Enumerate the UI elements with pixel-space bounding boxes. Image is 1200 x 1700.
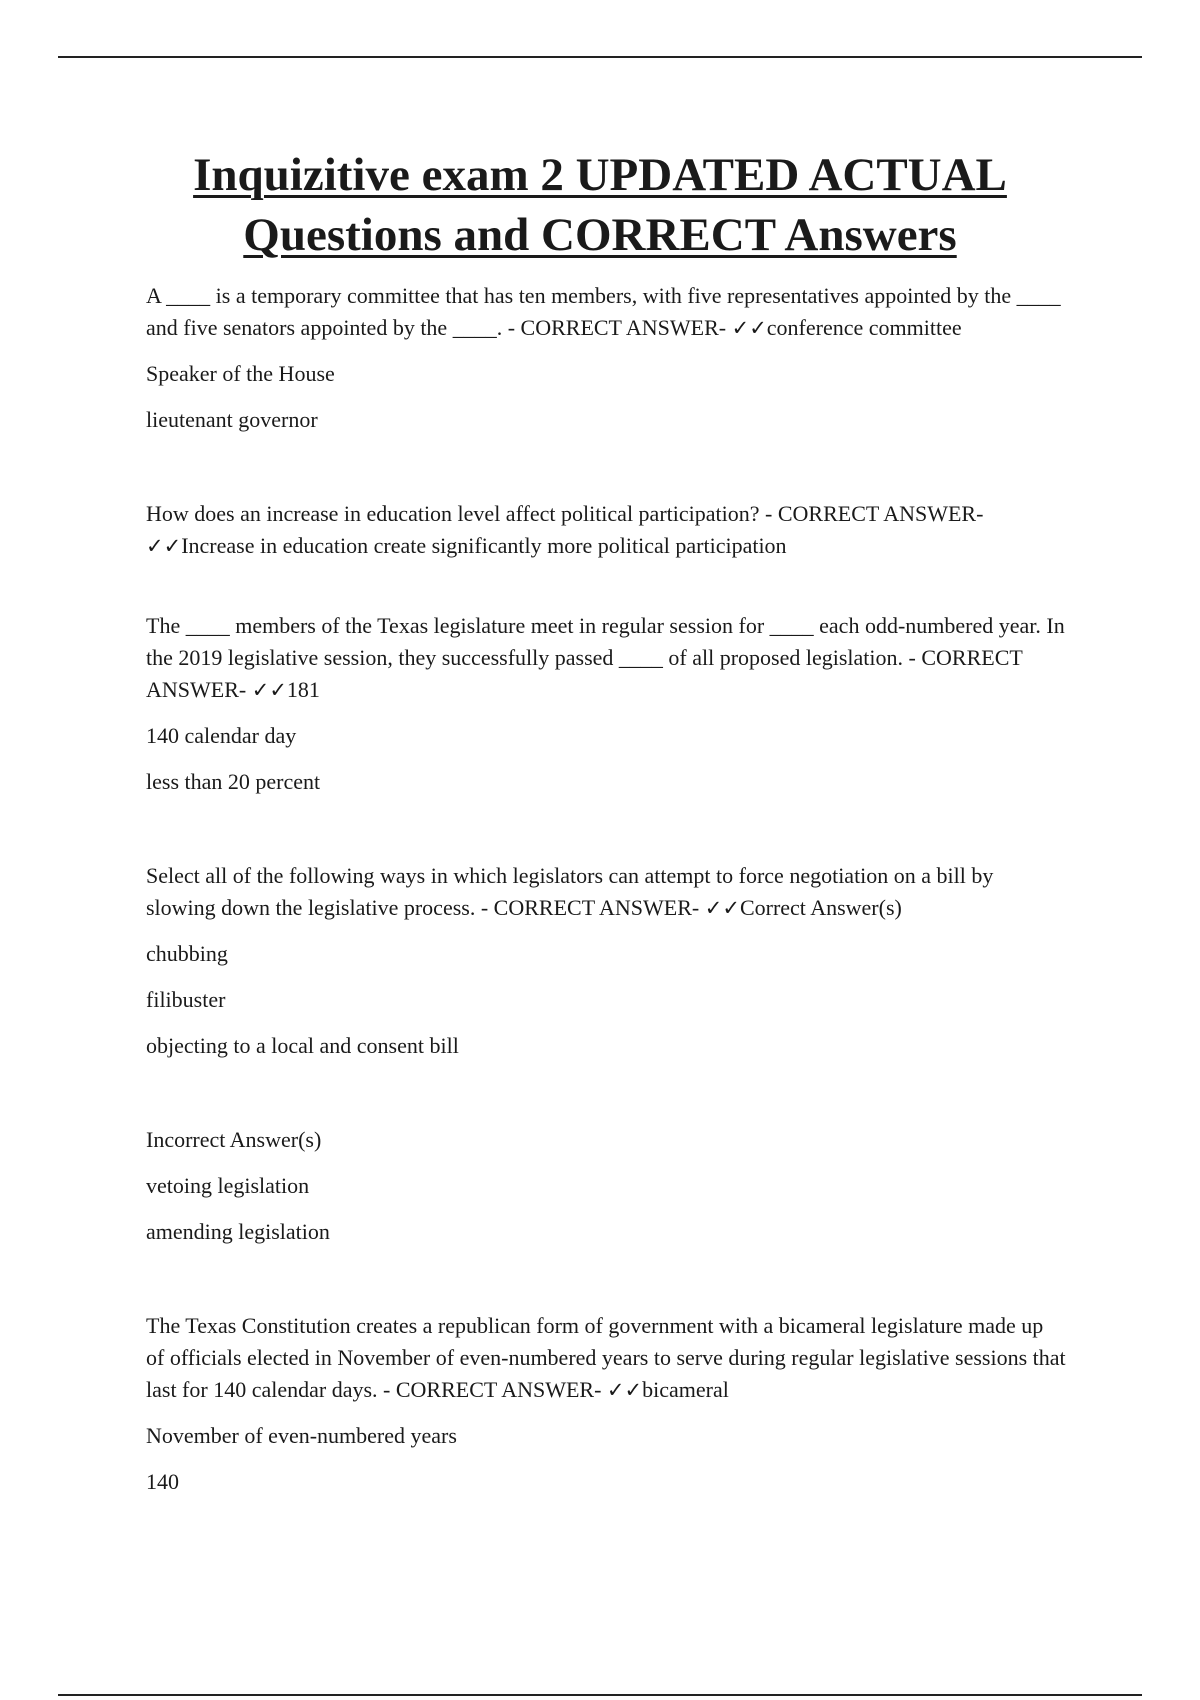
qa-item: [146, 860, 1066, 1248]
answer-line: lieutenant governor: [146, 407, 318, 432]
answer-line: vetoing legislation: [146, 1173, 310, 1198]
answer-line: less than 20 percent: [146, 769, 321, 794]
answer-line: objecting to a local and consent bill: [146, 1033, 459, 1058]
spacer: [146, 1076, 1066, 1124]
question-text: A ____ is a temporary committee that has ten members, with five representatives appointed by the ____ and five senators appointed by the ____. - CORRECT ANSWER- ✓✓conference committee: [146, 283, 1061, 340]
answer-line: Speaker of the House: [146, 361, 335, 386]
check-icon: ✓✓: [146, 534, 182, 558]
check-icon: ✓✓: [731, 316, 767, 340]
incorrect-heading: Incorrect Answer(s): [146, 1127, 322, 1152]
answer-line: amending legislation: [146, 1219, 330, 1244]
answer-line: 140: [146, 1469, 179, 1494]
qa-item: [146, 280, 1066, 436]
question-text: The Texas Constitution creates a republican form of government with a bicameral legislature made up of officials elected in November of even-numbered years to serve during regular legislative sessions that last for 140 calendar days. - CORRECT ANSWER- ✓✓bicameral: [146, 1313, 1066, 1402]
qa-item: [146, 610, 1066, 798]
check-icon: ✓✓: [704, 896, 740, 920]
answer-line: November of even-numbered years: [146, 1423, 457, 1448]
document-title: [80, 145, 1120, 265]
answer-line: chubbing: [146, 941, 228, 966]
check-icon: ✓✓: [251, 678, 287, 702]
answer-text: Correct Answer(s): [739, 895, 902, 920]
qa-item: [146, 498, 1066, 562]
title-line-2: Questions and CORRECT Answers: [243, 209, 957, 261]
answer-text: conference committee: [766, 315, 962, 340]
answer-line: filibuster: [146, 987, 226, 1012]
answer-text: bicameral: [642, 1377, 729, 1402]
top-rule: [58, 56, 1142, 58]
title-line-1: Inquizitive exam 2 UPDATED ACTUAL: [193, 149, 1007, 201]
answer-text: 181: [286, 677, 320, 702]
question-text: How does an increase in education level affect political participation? - CORRECT ANSWER- ✓✓Increase in education create significantly more political participation: [146, 501, 984, 558]
qa-item: [146, 1310, 1066, 1498]
qa-list: [146, 280, 1066, 1512]
check-icon: ✓✓: [606, 1378, 643, 1402]
question-text: The ____ members of the Texas legislature meet in regular session for ____ each odd-numbered year. In the 2019 legislative session, they successfully passed ____ of all proposed legislation. - CORRECT ANSWER- ✓✓181: [146, 613, 1065, 702]
answer-line: 140 calendar day: [146, 723, 297, 748]
question-text: Select all of the following ways in which legislators can attempt to force negotiation on a bill by slowing down the legislative process. - CORRECT ANSWER- ✓✓Correct Answer(s): [146, 863, 994, 920]
answer-text: Increase in education create significantly more political participation: [181, 533, 787, 558]
bottom-rule: [58, 1694, 1142, 1696]
